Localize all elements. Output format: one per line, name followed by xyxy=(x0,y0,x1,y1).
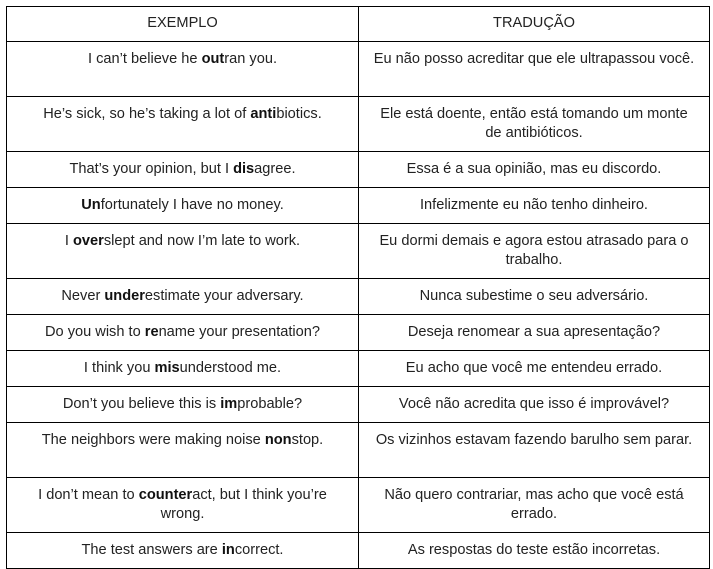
translation-cell: Os vizinhos estavam fazendo barulho sem parar. xyxy=(359,423,710,478)
table-row xyxy=(7,533,710,569)
translation-cell: Essa é a sua opinião, mas eu discordo. xyxy=(359,152,710,188)
translation-cell: Eu acho que você me entendeu errado. xyxy=(359,351,710,387)
prefix-highlight: under xyxy=(104,288,145,304)
prefix-highlight: anti xyxy=(250,106,277,122)
translation-cell: Nunca subestime o seu adversário. xyxy=(359,279,710,315)
translation-cell: Eu não posso acreditar que ele ultrapassou você. xyxy=(359,42,710,97)
table-row xyxy=(7,423,710,478)
example-cell xyxy=(7,387,359,423)
translation-cell: Você não acredita que isso é improvável? xyxy=(359,387,710,423)
translation-cell: Ele está doente, então está tomando um monte de antibióticos. xyxy=(359,97,710,152)
example-text: Do you wish to xyxy=(44,324,145,340)
header-translation: TRADUÇÃO xyxy=(359,7,710,42)
table-row xyxy=(7,97,710,152)
example-text: I xyxy=(64,233,73,249)
prefix-highlight: mis xyxy=(154,360,180,376)
example-text: The neighbors were making noise xyxy=(41,432,265,448)
example-cell xyxy=(7,351,359,387)
example-cell xyxy=(7,188,359,224)
example-text: He’s sick, so he’s taking a lot of xyxy=(43,106,251,122)
example-text: The test answers are xyxy=(81,542,222,558)
example-text: biotics. xyxy=(276,106,322,122)
table-row xyxy=(7,224,710,279)
example-text: act, but I think you’re wrong. xyxy=(160,487,327,522)
example-cell xyxy=(7,533,359,569)
prefix-highlight: dis xyxy=(233,161,255,177)
table-row xyxy=(7,279,710,315)
translation-cell: Eu dormi demais e agora estou atrasado para o trabalho. xyxy=(359,224,710,279)
prefix-highlight: Un xyxy=(81,197,101,213)
example-text: probable? xyxy=(237,396,303,412)
table-row xyxy=(7,478,710,533)
prefix-examples-table-wrapper xyxy=(6,6,710,569)
example-cell xyxy=(7,42,359,97)
translation-cell: Não quero contrariar, mas acho que você está errado. xyxy=(359,478,710,533)
example-text: understood me. xyxy=(179,360,282,376)
prefix-highlight: re xyxy=(144,324,159,340)
prefix-highlight: over xyxy=(72,233,104,249)
example-text: name your presentation? xyxy=(158,324,321,340)
example-cell xyxy=(7,279,359,315)
example-text: I think you xyxy=(83,360,155,376)
example-text: I can’t believe he xyxy=(87,51,202,67)
table-row xyxy=(7,315,710,351)
prefix-highlight: counter xyxy=(138,487,193,503)
header-row xyxy=(7,7,710,42)
example-cell xyxy=(7,478,359,533)
table-row xyxy=(7,42,710,97)
example-text: correct. xyxy=(234,542,284,558)
example-text: stop. xyxy=(291,432,324,448)
example-cell xyxy=(7,152,359,188)
example-text: slept and now I’m late to work. xyxy=(103,233,301,249)
example-text: agree. xyxy=(254,161,296,177)
example-cell xyxy=(7,315,359,351)
prefix-highlight: out xyxy=(201,51,225,67)
table-row xyxy=(7,351,710,387)
example-cell xyxy=(7,224,359,279)
table-row xyxy=(7,188,710,224)
example-text: I don’t mean to xyxy=(38,487,139,503)
prefix-highlight: im xyxy=(220,396,238,412)
table-row xyxy=(7,152,710,188)
prefix-highlight: non xyxy=(264,432,292,448)
translation-cell: As respostas do teste estão incorretas. xyxy=(359,533,710,569)
example-cell xyxy=(7,97,359,152)
translation-cell: Infelizmente eu não tenho dinheiro. xyxy=(359,188,710,224)
example-text: Don’t you believe this is xyxy=(62,396,221,412)
translation-cell: Deseja renomear a sua apresentação? xyxy=(359,315,710,351)
example-text: ran you. xyxy=(224,51,278,67)
prefix-examples-table xyxy=(6,6,710,569)
example-text: estimate your adversary. xyxy=(144,288,304,304)
example-text: Never xyxy=(61,288,105,304)
prefix-highlight: in xyxy=(221,542,235,558)
header-example: EXEMPLO xyxy=(7,7,359,42)
example-text: That’s your opinion, but I xyxy=(69,161,234,177)
table-row xyxy=(7,387,710,423)
example-cell xyxy=(7,423,359,478)
example-text: fortunately I have no money. xyxy=(100,197,284,213)
